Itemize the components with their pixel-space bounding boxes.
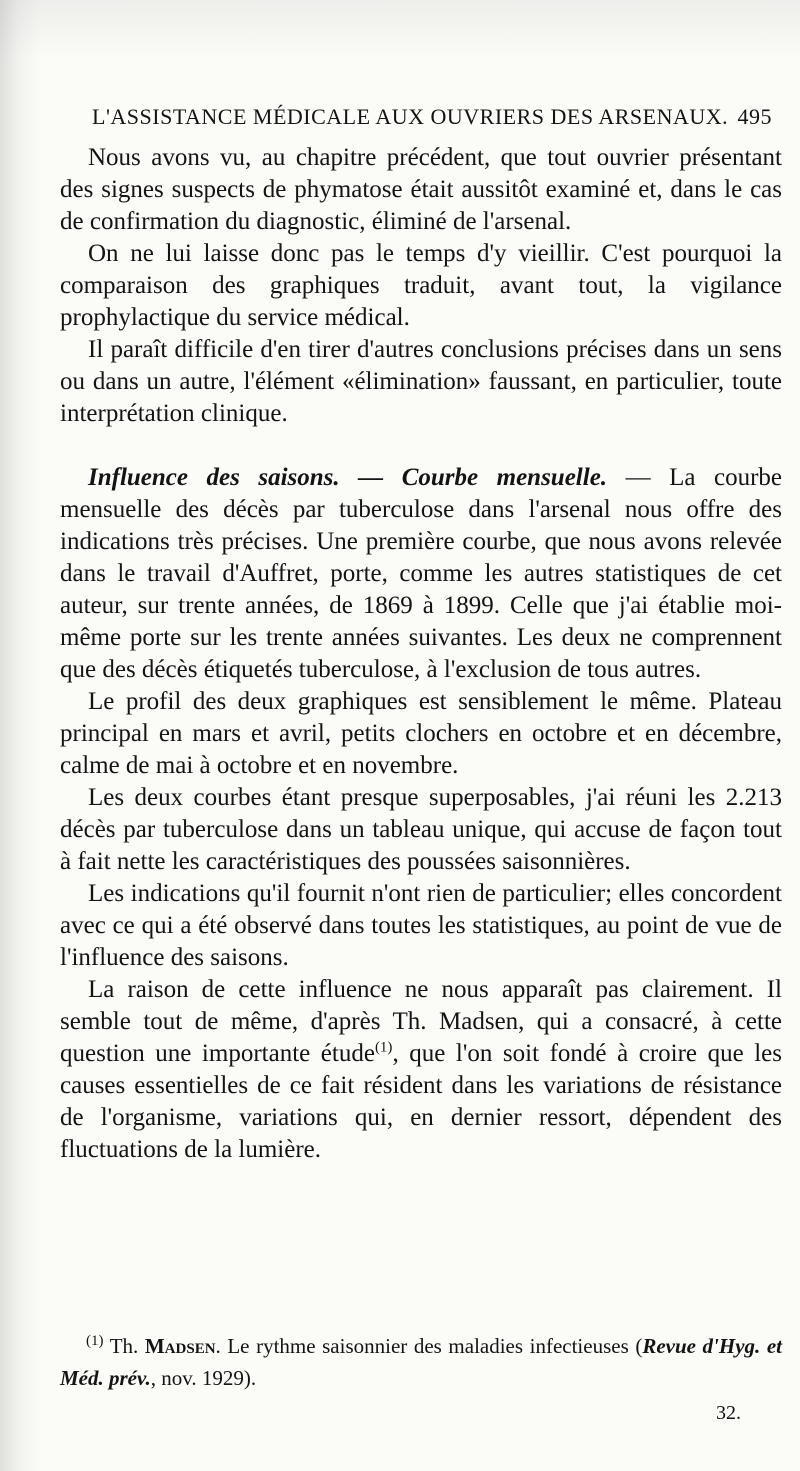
running-title: L'ASSISTANCE MÉDICALE AUX OUVRIERS DES ARSENAUX. xyxy=(92,104,729,129)
body-text xyxy=(60,142,782,1166)
footnote-journal: Revue d'Hyg. et Méd. prév. xyxy=(60,1334,783,1390)
signature-mark: 32. xyxy=(716,1402,741,1424)
footnote-text-after: , nov. 1929). xyxy=(150,1366,257,1390)
paragraph-4 xyxy=(60,462,782,686)
paragraph-7: Les indications qu'il fournit n'ont rien de particulier; elles concordent avec ce qui a été observé dans toutes les statistiques, au point de vue de l'influence des saisons. xyxy=(60,880,782,971)
footnote-author-name: Madsen xyxy=(144,1334,216,1358)
paragraph-8-after: , que l'on soit fondé à croire que les causes essentielles de ce fait résident dans les variations de résistance de l'organisme, variations qui, en dernier ressort, dépendent des fluctuations de la lumière. xyxy=(60,1040,782,1163)
paragraph-3: Il paraît difficile d'en tirer d'autres conclusions précises dans un sens ou dans un autre, l'élément «élimination» faussant, en particulier, toute interprétation clinique. xyxy=(60,336,782,427)
paragraph-1: Nous avons vu, au chapitre précédent, que tout ouvrier présentant des signes suspects de phymatose était aussitôt examiné et, dans le cas de confirmation du diagnostic, éliminé de l'arsenal. xyxy=(60,144,782,235)
footnote-author-prefix: Th. xyxy=(109,1334,145,1358)
paragraph-6: Les deux courbes étant presque superposables, j'ai réuni les 2.213 décès par tuberculose dans un tableau unique, qui accuse de façon tout à fait nette les caractéristiques des poussées saisonnières. xyxy=(60,784,782,875)
running-head xyxy=(92,104,772,130)
paragraph-8 xyxy=(60,974,782,1166)
section-heading: Influence des saisons. — Courbe mensuelle. xyxy=(88,464,608,491)
footnote-mark: (1) xyxy=(86,1333,104,1349)
paragraph-4-text: — La courbe mensuelle des décès par tuberculose dans l'arsenal nous offre des indications très précises. Une première courbe, que nous avons relevée dans le travail d'Auffret, porte, comme les autres statistiques de cet auteur, sur trente années, de 1869 à 1899. Celle que j'ai établie moi-même porte sur les trente années suivantes. Les deux ne comprennent que des décès étiquetés tuberculose, à l'exclusion de tous autres. xyxy=(60,464,782,683)
paragraph-2: On ne lui laisse donc pas le temps d'y vieillir. C'est pourquoi la comparaison des graphiques traduit, avant tout, la vigilance prophylactique du service médical. xyxy=(60,240,782,331)
footnote-text-before: . Le rythme saisonnier des maladies infectieuses ( xyxy=(215,1334,643,1358)
page-number: 495 xyxy=(737,104,772,129)
footnote xyxy=(60,1330,782,1394)
paragraph-8-before: La raison de cette influence ne nous apparaît pas clairement. Il semble tout de même, d'après Th. Madsen, qui a consacré, à cette question une importante étude xyxy=(60,976,782,1067)
footnote-reference: (1) xyxy=(374,1039,393,1056)
paragraph-5: Le profil des deux graphiques est sensiblement le même. Plateau principal en mars et avril, petits clochers en octobre et en décembre, calme de mai à octobre et en novembre. xyxy=(60,688,782,779)
